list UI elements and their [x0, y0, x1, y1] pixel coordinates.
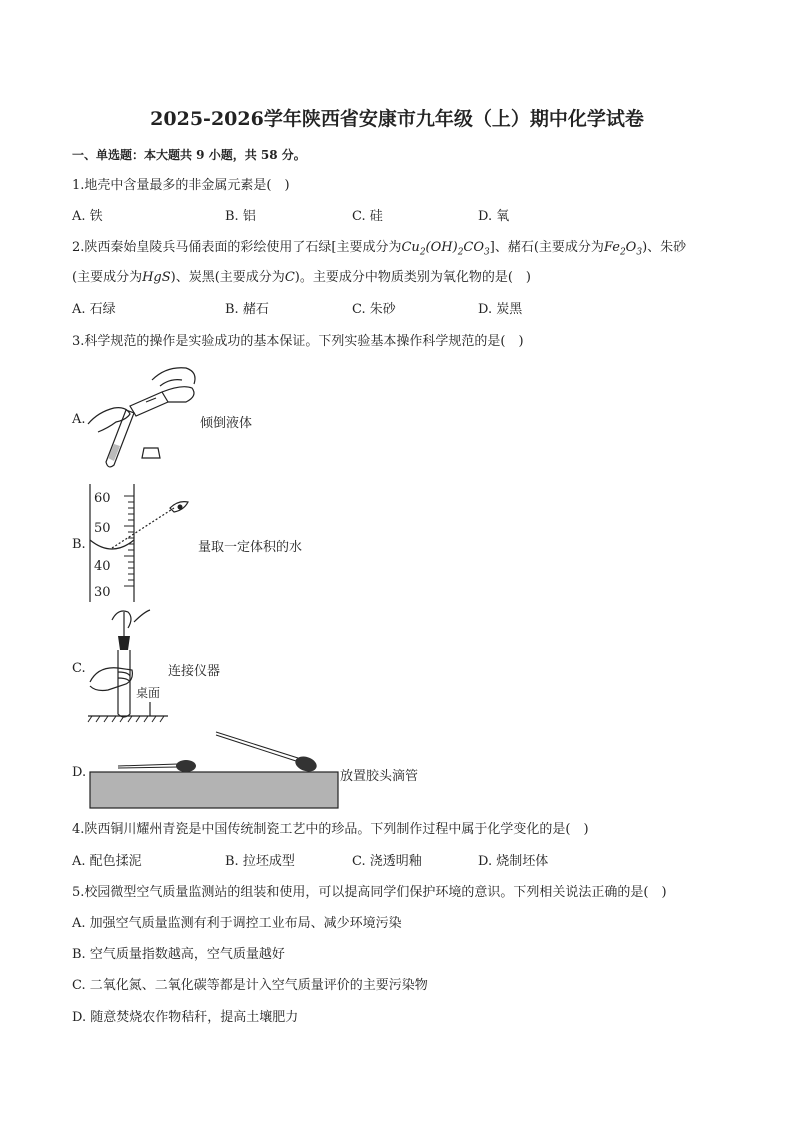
- q2-option-b[interactable]: B. 赭石: [225, 302, 269, 317]
- formula-hematite: $Fe_2O_3$: [603, 240, 643, 258]
- formula-cinnabar: HgS: [142, 270, 171, 285]
- cylinder-tick-60: 60: [94, 491, 111, 506]
- q3-option-d-letter[interactable]: D.: [72, 765, 87, 780]
- q5-option-b[interactable]: B. 空气质量指数越高，空气质量越好: [72, 947, 285, 962]
- rubber-stopper: [118, 636, 130, 650]
- q3-option-b-label: 量取一定体积的水: [198, 540, 303, 555]
- q1-option-d[interactable]: D. 氧: [478, 209, 510, 224]
- question-1-stem: 1.地壳中含量最多的非金属元素是( ): [72, 178, 290, 193]
- q3-option-b-letter[interactable]: B.: [72, 537, 86, 552]
- pouring-liquid-illustration: [86, 362, 206, 470]
- page-title: 2025-2026学年陕西省安康市九年级（上）期中化学试卷: [150, 108, 644, 130]
- q5-option-d[interactable]: D. 随意焚烧农作物秸秆，提高土壤肥力: [72, 1010, 299, 1025]
- q1-option-c[interactable]: C. 硅: [352, 209, 383, 224]
- q3-option-c-label: 连接仪器: [168, 664, 221, 679]
- q3-option-a-label: 倾倒液体: [200, 416, 253, 431]
- formula-malachite: $Cu_2(OH)_2CO_3$: [401, 240, 490, 258]
- graduated-cylinder-illustration: [88, 482, 198, 604]
- section-heading: 一、单选题：本大题共 9 小题，共 58 分。: [72, 148, 306, 162]
- q4-option-a[interactable]: A. 配色揉泥: [72, 854, 142, 869]
- question-5-stem: 5.校园微型空气质量监测站的组装和使用，可以提高同学们保护环境的意识。下列相关说法正确的是( ): [72, 885, 667, 900]
- q2-option-a[interactable]: A. 石绿: [72, 302, 116, 317]
- bottle-stopper: [142, 448, 160, 458]
- q3-option-a-letter[interactable]: A.: [72, 412, 86, 427]
- cylinder-tick-50: 50: [94, 521, 111, 536]
- desk-label: 桌面: [136, 686, 161, 700]
- q2-option-c[interactable]: C. 朱砂: [352, 302, 396, 317]
- q4-option-d[interactable]: D. 烧制坯体: [478, 854, 549, 869]
- q4-option-c[interactable]: C. 浇透明釉: [352, 854, 422, 869]
- question-2-stem-line-2: (主要成分为HgS)、炭黑(主要成分为C)。主要成分中物质类别为氧化物的是( ): [72, 270, 531, 285]
- q3-option-c-letter[interactable]: C.: [72, 661, 86, 676]
- q3-option-d-label: 放置胶头滴管: [340, 769, 419, 784]
- connecting-apparatus-illustration: [88, 606, 168, 726]
- q2-option-d[interactable]: D. 炭黑: [478, 302, 523, 317]
- dropper-bulb-flat: [176, 760, 196, 772]
- question-2-stem-line-1: 2.陕西秦始皇陵兵马俑表面的彩绘使用了石绿[主要成分为$Cu_2(OH)_2CO_3$]、赭石(主要成分为$Fe_2O_3$)、朱砂: [72, 240, 687, 258]
- formula-carbon: C: [284, 270, 295, 285]
- eye-icon: [178, 505, 183, 510]
- q5-option-a[interactable]: A. 加强空气质量监测有利于调控工业布局、减少环境污染: [72, 916, 402, 931]
- dropper-illustration: [88, 728, 342, 812]
- q1-option-b[interactable]: B. 铝: [225, 209, 256, 224]
- lab-bench: [90, 772, 338, 808]
- question-3-stem: 3.科学规范的操作是实验成功的基本保证。下列实验基本操作科学规范的是( ): [72, 334, 524, 349]
- q1-option-a[interactable]: A. 铁: [72, 209, 103, 224]
- dropper-bulb-tilted: [293, 754, 318, 774]
- q5-option-c[interactable]: C. 二氧化氮、二氧化碳等都是计入空气质量评价的主要污染物: [72, 978, 428, 993]
- q4-option-b[interactable]: B. 拉坯成型: [225, 854, 295, 869]
- question-4-stem: 4.陕西铜川耀州青瓷是中国传统制瓷工艺中的珍品。下列制作过程中属于化学变化的是( ): [72, 822, 589, 837]
- cylinder-tick-30: 30: [94, 585, 111, 600]
- cylinder-tick-40: 40: [94, 559, 111, 574]
